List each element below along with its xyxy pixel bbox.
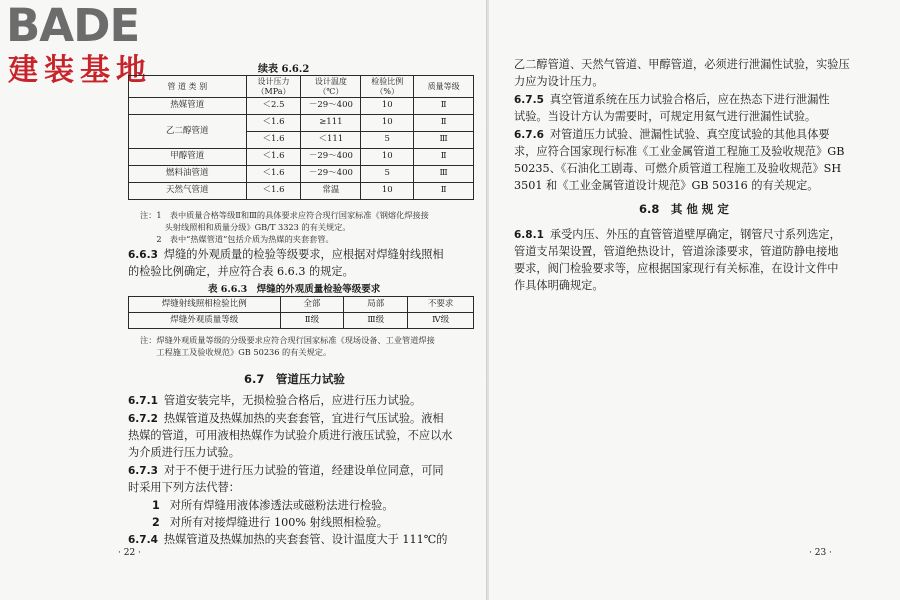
table-caption: 续表 6.6.2 [258,64,310,75]
table-cell: Ⅲ [414,166,474,183]
clause-text: 力应为设计压力。 [514,75,604,88]
table-cell: 5 [361,132,414,149]
table-note: 工程施工及验收规范》GB 50236 的有关规定。 [140,347,332,357]
table-cell: 5 [361,166,414,183]
table-cell: Ⅱ级 [280,313,344,329]
table-cell: 10 [361,149,414,166]
clause-text: 时采用下列方法代替： [128,481,240,494]
table-cell: ＜111 [301,132,361,149]
table-cell: 焊缝射线照相检验比例 [129,297,281,313]
col-header: 设计温度 （℃） [301,76,361,98]
table-note: 头射线照相和质量分级》GB/T 3323 的有关规定。 [140,222,351,232]
table-row [129,183,474,200]
pipe-inspection-table [128,75,474,200]
right-page [489,0,900,600]
clause-text: 热媒的管道，可用液相热媒作为试验介质进行液压试验，不应以水 [128,429,453,442]
table-cell: Ⅱ [414,183,474,200]
logo-chinese: 建装基地 [8,53,152,88]
clause-text: 要求，阀门检验要求等，应根据国家现行有关标准，在设计文件中 [514,262,839,275]
list-item: 2 对所有对接焊缝进行 100% 射线照相检验。 [152,516,388,529]
clause-6-7-6: 6.7.6 对管道压力试验、泄漏性试验、真空度试验的其他具体要 [514,128,830,141]
table-cell: ＜1.6 [246,166,301,183]
table-cell: 热媒管道 [129,98,247,115]
clause-text: 试验。当设计方认为需要时，可规定用氦气进行泄漏性试验。 [514,110,817,123]
table-cell: ＜2.5 [246,98,301,115]
table-cell: 甲醇管道 [129,149,247,166]
table-cell: Ⅱ [414,149,474,166]
list-item: 1 对所有焊缝用液体渗透法或磁粉法进行检验。 [152,499,394,512]
clause-6-6-3: 6.6.3 焊缝的外观质量的检验等级要求，应根据对焊缝射线照相 [128,248,444,261]
table-note: 注：1 表中质量合格等级Ⅱ和Ⅲ的具体要求应符合现行国家标准《钢熔化焊接接 [140,210,429,220]
table-cell: 不要求 [408,297,474,313]
section-heading: 6.8 其 他 规 定 [639,202,729,216]
table-cell: －29～400 [301,149,361,166]
table-cell: 10 [361,98,414,115]
clause-6-8-1: 6.8.1 承受内压、外压的直管管道壁厚确定，钢管尺寸系列选定， [514,228,841,241]
table-cell: Ⅱ [414,115,474,132]
table-row [129,98,474,115]
table-row [129,297,474,313]
col-header: 检验比例 （%） [361,76,414,98]
page-number: · 23 · [809,548,832,558]
table-cell: 局部 [344,297,408,313]
clause-6-7-1: 6.7.1 管道安装完毕，无损检验合格后，应进行压力试验。 [128,394,422,407]
table-cell: 天然气管道 [129,183,247,200]
table-cell: 焊缝外观质量等级 [129,313,281,329]
table-cell: 常温 [301,183,361,200]
table-cell: ＜1.6 [246,115,301,132]
table-caption: 表 6.6.3 焊缝的外观质量检验等级要求 [208,284,381,295]
weld-quality-table [128,296,474,329]
table-cell: ＜1.6 [246,149,301,166]
page-number: · 22 · [118,548,141,558]
col-header: 管 道 类 别 [129,76,247,98]
table-cell: Ⅱ [414,98,474,115]
table-row [129,313,474,329]
table-note: 2 表中“热媒管道”包括介质为热媒的夹套套管。 [140,234,334,244]
clause-text: 管道支吊架设置，管道绝热设计，管道涂漆要求，管道防静电接地 [514,245,839,258]
clause-6-7-5: 6.7.5 真空管道系统在压力试验合格后，应在热态下进行泄漏性 [514,93,830,106]
table-cell: 燃料油管道 [129,166,247,183]
clause-text: 求，应符合国家现行标准《工业金属管道工程施工及验收规范》GB [514,145,845,158]
clause-6-7-2: 6.7.2 热媒管道及热媒加热的夹套套管，宜进行气压试验。液相 [128,412,444,425]
col-header: 质量等级 [414,76,474,98]
table-cell: －29～400 [301,98,361,115]
table-row [129,149,474,166]
table-row [129,115,474,132]
section-heading: 6.7 管道压力试验 [244,372,345,386]
clause-text: 乙二醇管道、天然气管道、甲醇管道，必须进行泄漏性试验，实验压 [514,58,850,71]
table-cell: 全部 [280,297,344,313]
table-cell: Ⅲ级 [344,313,408,329]
table-cell: －29～400 [301,166,361,183]
clause-text: 为介质进行压力试验。 [128,446,240,459]
table-cell: Ⅳ级 [408,313,474,329]
table-cell: 10 [361,183,414,200]
clause-text: 50235、《石油化工剧毒、可燃介质管道工程施工及验收规范》SH [514,162,842,175]
table-cell: ＜1.6 [246,132,301,149]
clause-text: 3501 和《工业金属管道设计规范》GB 50316 的有关规定。 [514,179,819,192]
table-cell: 乙二醇管道 [129,115,247,149]
table-cell: Ⅲ [414,132,474,149]
table-cell: ＜1.6 [246,183,301,200]
table-note: 注：焊缝外观质量等级的分级要求应符合现行国家标准《现场设备、工业管道焊接 [140,335,435,345]
logo-wordmark: BADE [6,0,140,52]
clause-text: 的检验比例确定，并应符合表 6.6.3 的规定。 [128,265,354,278]
col-header: 设计压力 （MPa） [246,76,301,98]
clause-text: 作具体明确规定。 [514,279,604,292]
clause-6-7-4: 6.7.4 热媒管道及热媒加热的夹套套管、设计温度大于 111℃的 [128,533,448,546]
table-cell: 10 [361,115,414,132]
clause-6-7-3: 6.7.3 对于不便于进行压力试验的管道，经建设单位同意，可同 [128,464,444,477]
table-row [129,166,474,183]
table-cell: ≥111 [301,115,361,132]
